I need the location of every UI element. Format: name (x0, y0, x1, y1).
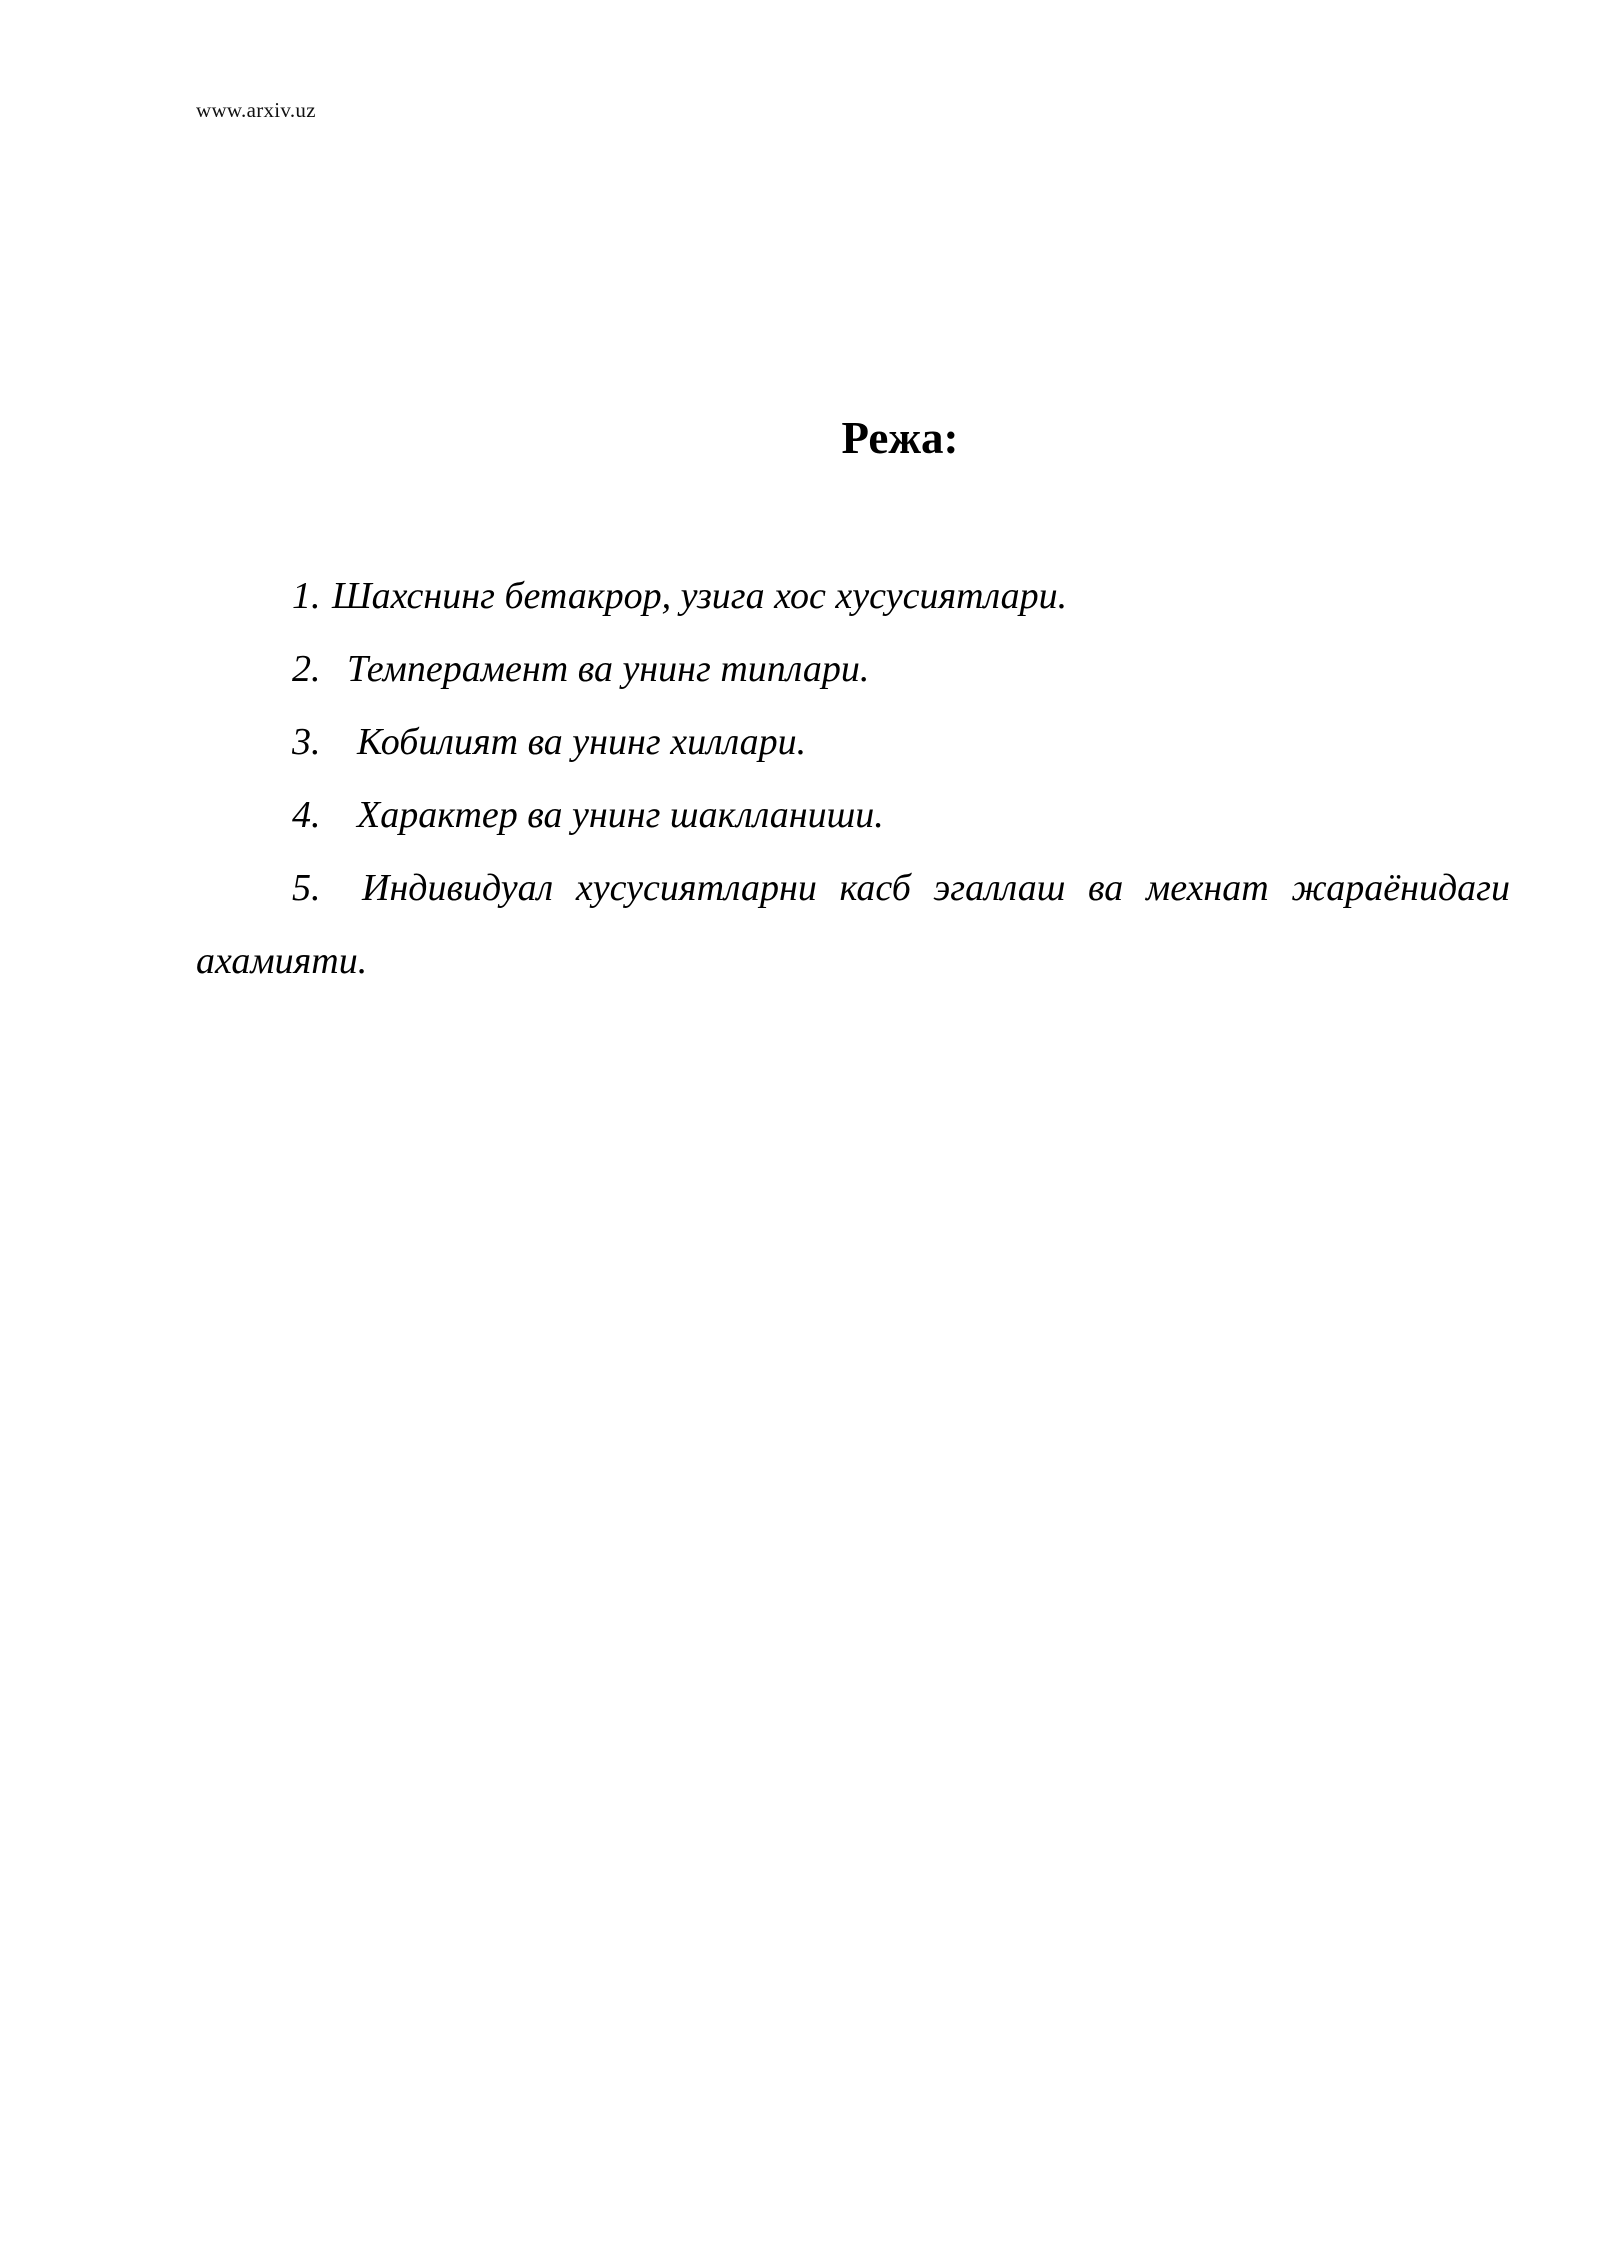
list-item-text: Характер ва унинг шаклланиши. (357, 794, 884, 836)
plan-list (196, 560, 1510, 998)
source-url: www.arxiv.uz (196, 98, 316, 122)
list-item (196, 779, 1510, 852)
list-item (196, 852, 1510, 998)
list-item (196, 560, 1510, 633)
list-item-text: Кобилият ва унинг хиллари. (357, 721, 807, 763)
list-item-number: 4. (292, 794, 321, 836)
list-item-number: 1. (292, 575, 321, 617)
list-item-text: Индивидуал хусусиятларни касб эгаллаш ва мехнат жараёнидаги ахамияти. (196, 867, 1510, 982)
list-item (196, 633, 1510, 706)
list-item-number: 5. (292, 867, 321, 909)
page-title: Режа: (841, 413, 959, 463)
list-item-text: Темперамент ва унинг типлари. (347, 648, 870, 690)
list-item-text: Шахснинг бетакрор, узига хос хусусиятлари. (332, 575, 1068, 617)
list-item (196, 706, 1510, 779)
list-item-number: 2. (292, 648, 321, 690)
list-item-number: 3. (292, 721, 321, 763)
